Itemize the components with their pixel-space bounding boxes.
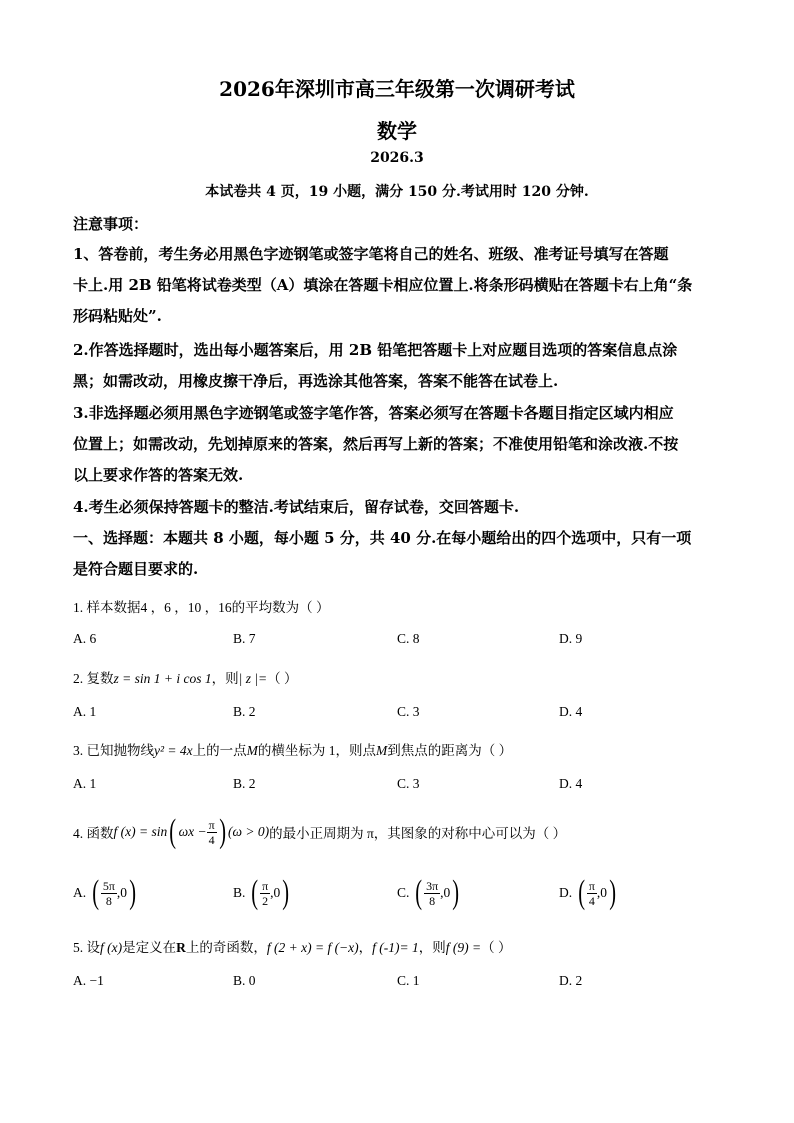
q4-function: f (x) = sin — [113, 824, 168, 839]
q4-option-c-letter: C. — [397, 885, 410, 900]
q3-curve: y² = 4x — [154, 743, 193, 758]
q2-mid: ，则 — [211, 671, 239, 686]
q4-close-paren: ) — [218, 813, 226, 850]
paren-left: ( — [577, 874, 585, 911]
q4-frac-num: π — [208, 817, 215, 832]
q3-option-b: B. 2 — [233, 776, 256, 791]
paren-right: ) — [282, 874, 290, 911]
q2-abs: | z |= — [238, 671, 268, 686]
frac-num: 3π — [426, 878, 439, 893]
q1-option-b: B. 7 — [233, 631, 256, 646]
notes-line: 形码粘贴处”. — [73, 307, 162, 325]
question-4 — [73, 812, 566, 852]
q1-prefix: 1. 样本数据 — [73, 600, 141, 615]
q4-option-b — [233, 872, 292, 914]
q5-option-d: D. 2 — [559, 973, 583, 988]
q4-open-paren: ( — [169, 813, 177, 850]
notes-line: 3.非选择题必须用黑色字迹钢笔或签字笔作答，答案必须写在答题卡各题目指定区域内相应 — [73, 404, 674, 422]
q3-option-c: C. 3 — [397, 776, 420, 791]
q4-suffix: 的最小正周期为 π，其图象的对称中心可以为（ ） — [269, 826, 567, 841]
q4-frac-den: 4 — [208, 832, 215, 847]
q5-mid: 是定义在 — [122, 940, 177, 955]
q4-option-c-tail: ,0 — [440, 885, 451, 900]
frac-den: 8 — [429, 893, 436, 908]
q5-suffix: （ ） — [481, 940, 512, 955]
notes-line: 黑；如需改动，用橡皮擦干净后，再选涂其他答案，答案不能答在试卷上. — [73, 372, 559, 390]
q4-fraction — [207, 818, 217, 847]
frac-num: 5π — [102, 878, 115, 893]
paren-right: ) — [129, 874, 137, 911]
q3-option-a: A. 1 — [73, 776, 97, 791]
q5-eq3: f (9) = — [445, 940, 482, 955]
exam-info: 本试卷共 4 页，19 小题，满分 150 分.考试用时 120 分钟. — [205, 184, 589, 200]
q4-condition: (ω > 0) — [227, 824, 270, 839]
q4-option-d-frac — [587, 879, 597, 908]
q4-option-c-frac — [424, 879, 440, 908]
q2-expr: z = sin 1 + i cos 1 — [113, 671, 212, 686]
q5-option-c: C. 1 — [397, 973, 420, 988]
question-5 — [73, 936, 512, 956]
q5-function: f (x) — [100, 940, 123, 955]
exam-title: 2026年深圳市高三年级第一次调研考试 — [219, 77, 575, 101]
q5-option-b: B. 0 — [233, 973, 256, 988]
exam-date: 2026.3 — [370, 150, 424, 166]
subject-title: 数学 — [377, 119, 417, 143]
q5-mid2: 上的奇函数， — [185, 940, 267, 955]
q5-real-set: R — [176, 940, 186, 955]
q4-option-b-tail: ,0 — [270, 885, 281, 900]
q4-option-a — [73, 872, 138, 914]
q4-option-b-frac — [260, 879, 270, 908]
q4-option-c — [397, 872, 462, 914]
q5-sep: ， — [358, 940, 373, 955]
q3-option-d: D. 4 — [559, 776, 583, 791]
q5-eq2: f (-1)= 1 — [372, 940, 419, 955]
question-1 — [73, 596, 330, 616]
notes-line: 卡上.用 2B 铅笔将试卷类型（A）填涂在答题卡相应位置上.将条形码横贴在答题卡右上角“条 — [73, 276, 693, 294]
q4-option-a-frac — [101, 879, 117, 908]
q3-mid2: 的横坐标为 1，则点 — [257, 743, 377, 758]
question-2 — [73, 667, 298, 687]
q4-prefix: 4. 函数 — [73, 826, 114, 841]
q1-data: 4 ，6 ，10 ，16 — [140, 600, 232, 615]
paren-left: ( — [415, 874, 422, 911]
notes-line: 以上要求作答的答案无效. — [73, 466, 244, 484]
q3-prefix: 3. 已知抛物线 — [73, 743, 154, 758]
question-3 — [73, 739, 512, 759]
q4-option-a-letter: A. — [73, 885, 87, 900]
notes-line: 1、答卷前，考生务必用黑色字迹钢笔或签字笔将自己的姓名、班级、准考证号填写在答题 — [73, 245, 669, 263]
q2-suffix: （ ） — [267, 671, 298, 686]
q4-option-a-tail: ,0 — [116, 885, 128, 900]
q3-mid: 上的一点 — [192, 743, 247, 758]
frac-num: π — [262, 878, 269, 893]
q5-option-a: A. −1 — [73, 973, 104, 988]
q1-option-d: D. 9 — [559, 631, 583, 646]
q4-inner: ωx − — [178, 824, 207, 839]
q2-option-d: D. 4 — [559, 704, 583, 719]
section-heading-cont: 是符合题目要求的. — [73, 560, 199, 578]
section-heading: 一、选择题：本题共 8 小题，每小题 5 分，共 40 分.在每小题给出的四个选项中，只有一项 — [73, 529, 692, 547]
notes-line: 4.考生必须保持答题卡的整洁.考试结束后，留存试卷，交回答题卡. — [73, 498, 520, 516]
q2-prefix: 2. 复数 — [73, 671, 114, 686]
q1-option-a: A. 6 — [73, 631, 97, 646]
q4-option-d-letter: D. — [559, 885, 573, 900]
q5-prefix: 5. 设 — [73, 940, 100, 955]
paren-right: ) — [609, 874, 617, 911]
q5-eq1: f (2 + x) = f (−x) — [266, 940, 359, 955]
notes-heading: 注意事项： — [73, 215, 149, 233]
paren-right: ) — [452, 874, 460, 911]
notes-line: 2.作答选择题时，选出每小题答案后，用 2B 铅笔把答题卡上对应题目选项的答案信息点涂 — [73, 341, 678, 359]
paren-left: ( — [91, 874, 99, 911]
q3-point: M — [246, 743, 258, 758]
paren-left: ( — [251, 874, 258, 911]
q4-option-d — [559, 872, 618, 914]
notes-line: 位置上；如需改动，先划掉原来的答案，然后再写上新的答案；不准使用铅笔和涂改液.不按 — [73, 435, 679, 453]
q5-mid3: ，则 — [418, 940, 446, 955]
q2-option-b: B. 2 — [233, 704, 256, 719]
frac-den: 4 — [588, 893, 595, 908]
q4-option-b-letter: B. — [233, 885, 246, 900]
q1-suffix: 的平均数为（ ） — [231, 600, 330, 615]
frac-den: 8 — [105, 893, 112, 908]
q4-option-d-tail: ,0 — [596, 885, 608, 900]
q3-suffix: 到焦点的距离为（ ） — [387, 743, 513, 758]
q3-point2: M — [376, 743, 388, 758]
q1-option-c: C. 8 — [397, 631, 420, 646]
frac-den: 2 — [262, 893, 269, 908]
frac-num: π — [588, 878, 595, 893]
q2-option-c: C. 3 — [397, 704, 420, 719]
q2-option-a: A. 1 — [73, 704, 97, 719]
